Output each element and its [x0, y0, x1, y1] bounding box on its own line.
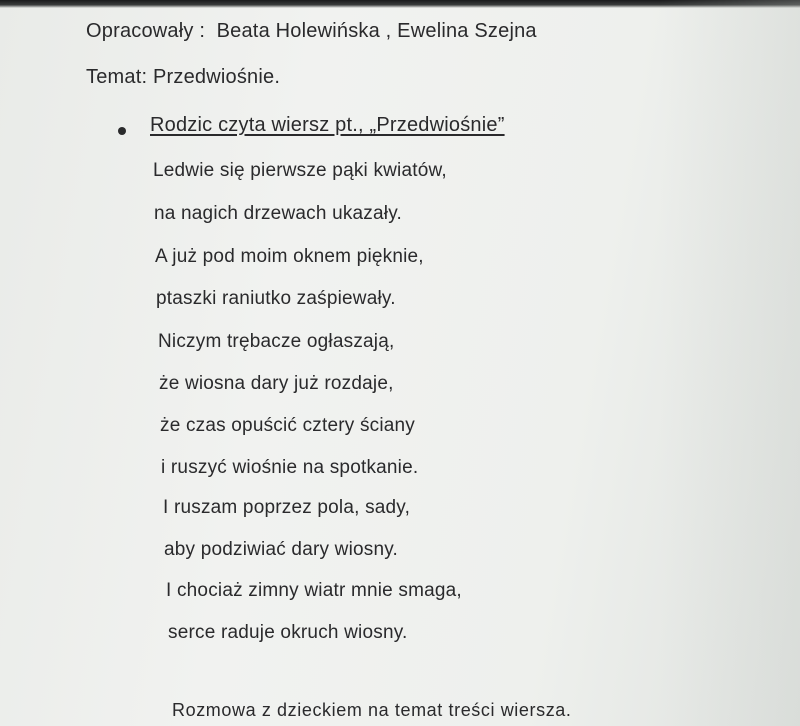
poem-line-3: A już pod moim oknem pięknie,: [155, 246, 424, 267]
poem-line-5: Niczym trębacze ogłaszają,: [158, 331, 395, 352]
topic-line: [86, 66, 280, 89]
conversation-note: Rozmowa z dzieckiem na temat treści wiersza.: [172, 700, 572, 720]
poem-line-12: serce raduje okruch wiosny.: [168, 622, 408, 643]
poem-line-6: że wiosna dary już rozdaje,: [159, 373, 394, 394]
poem-line-8: i ruszyć wiośnie na spotkanie.: [161, 457, 419, 478]
poem-line-11: I chociaż zimny wiatr mnie smaga,: [166, 580, 462, 601]
poem-line-9: I ruszam poprzez pola, sady,: [163, 497, 411, 518]
activity-title: Rodzic czyta wiersz pt., „Przedwiośnie”: [150, 114, 505, 136]
poem-line-10: aby podziwiać dary wiosny.: [164, 539, 399, 560]
topic-value: Przedwiośnie.: [153, 66, 281, 88]
poem-line-1: Ledwie się pierwsze pąki kwiatów,: [153, 160, 447, 181]
bullet-point: [118, 127, 126, 135]
authors-names: Beata Holewińska , Ewelina Szejna: [216, 20, 537, 42]
authors-line: [86, 20, 537, 43]
topic-label: Temat:: [86, 66, 148, 88]
poem-line-4: ptaszki raniutko zaśpiewały.: [156, 288, 396, 309]
poem-line-7: że czas opuścić cztery ściany: [160, 415, 415, 436]
authors-label: Opracowały :: [86, 20, 206, 42]
poem-line-2: na nagich drzewach ukazały.: [154, 203, 402, 224]
